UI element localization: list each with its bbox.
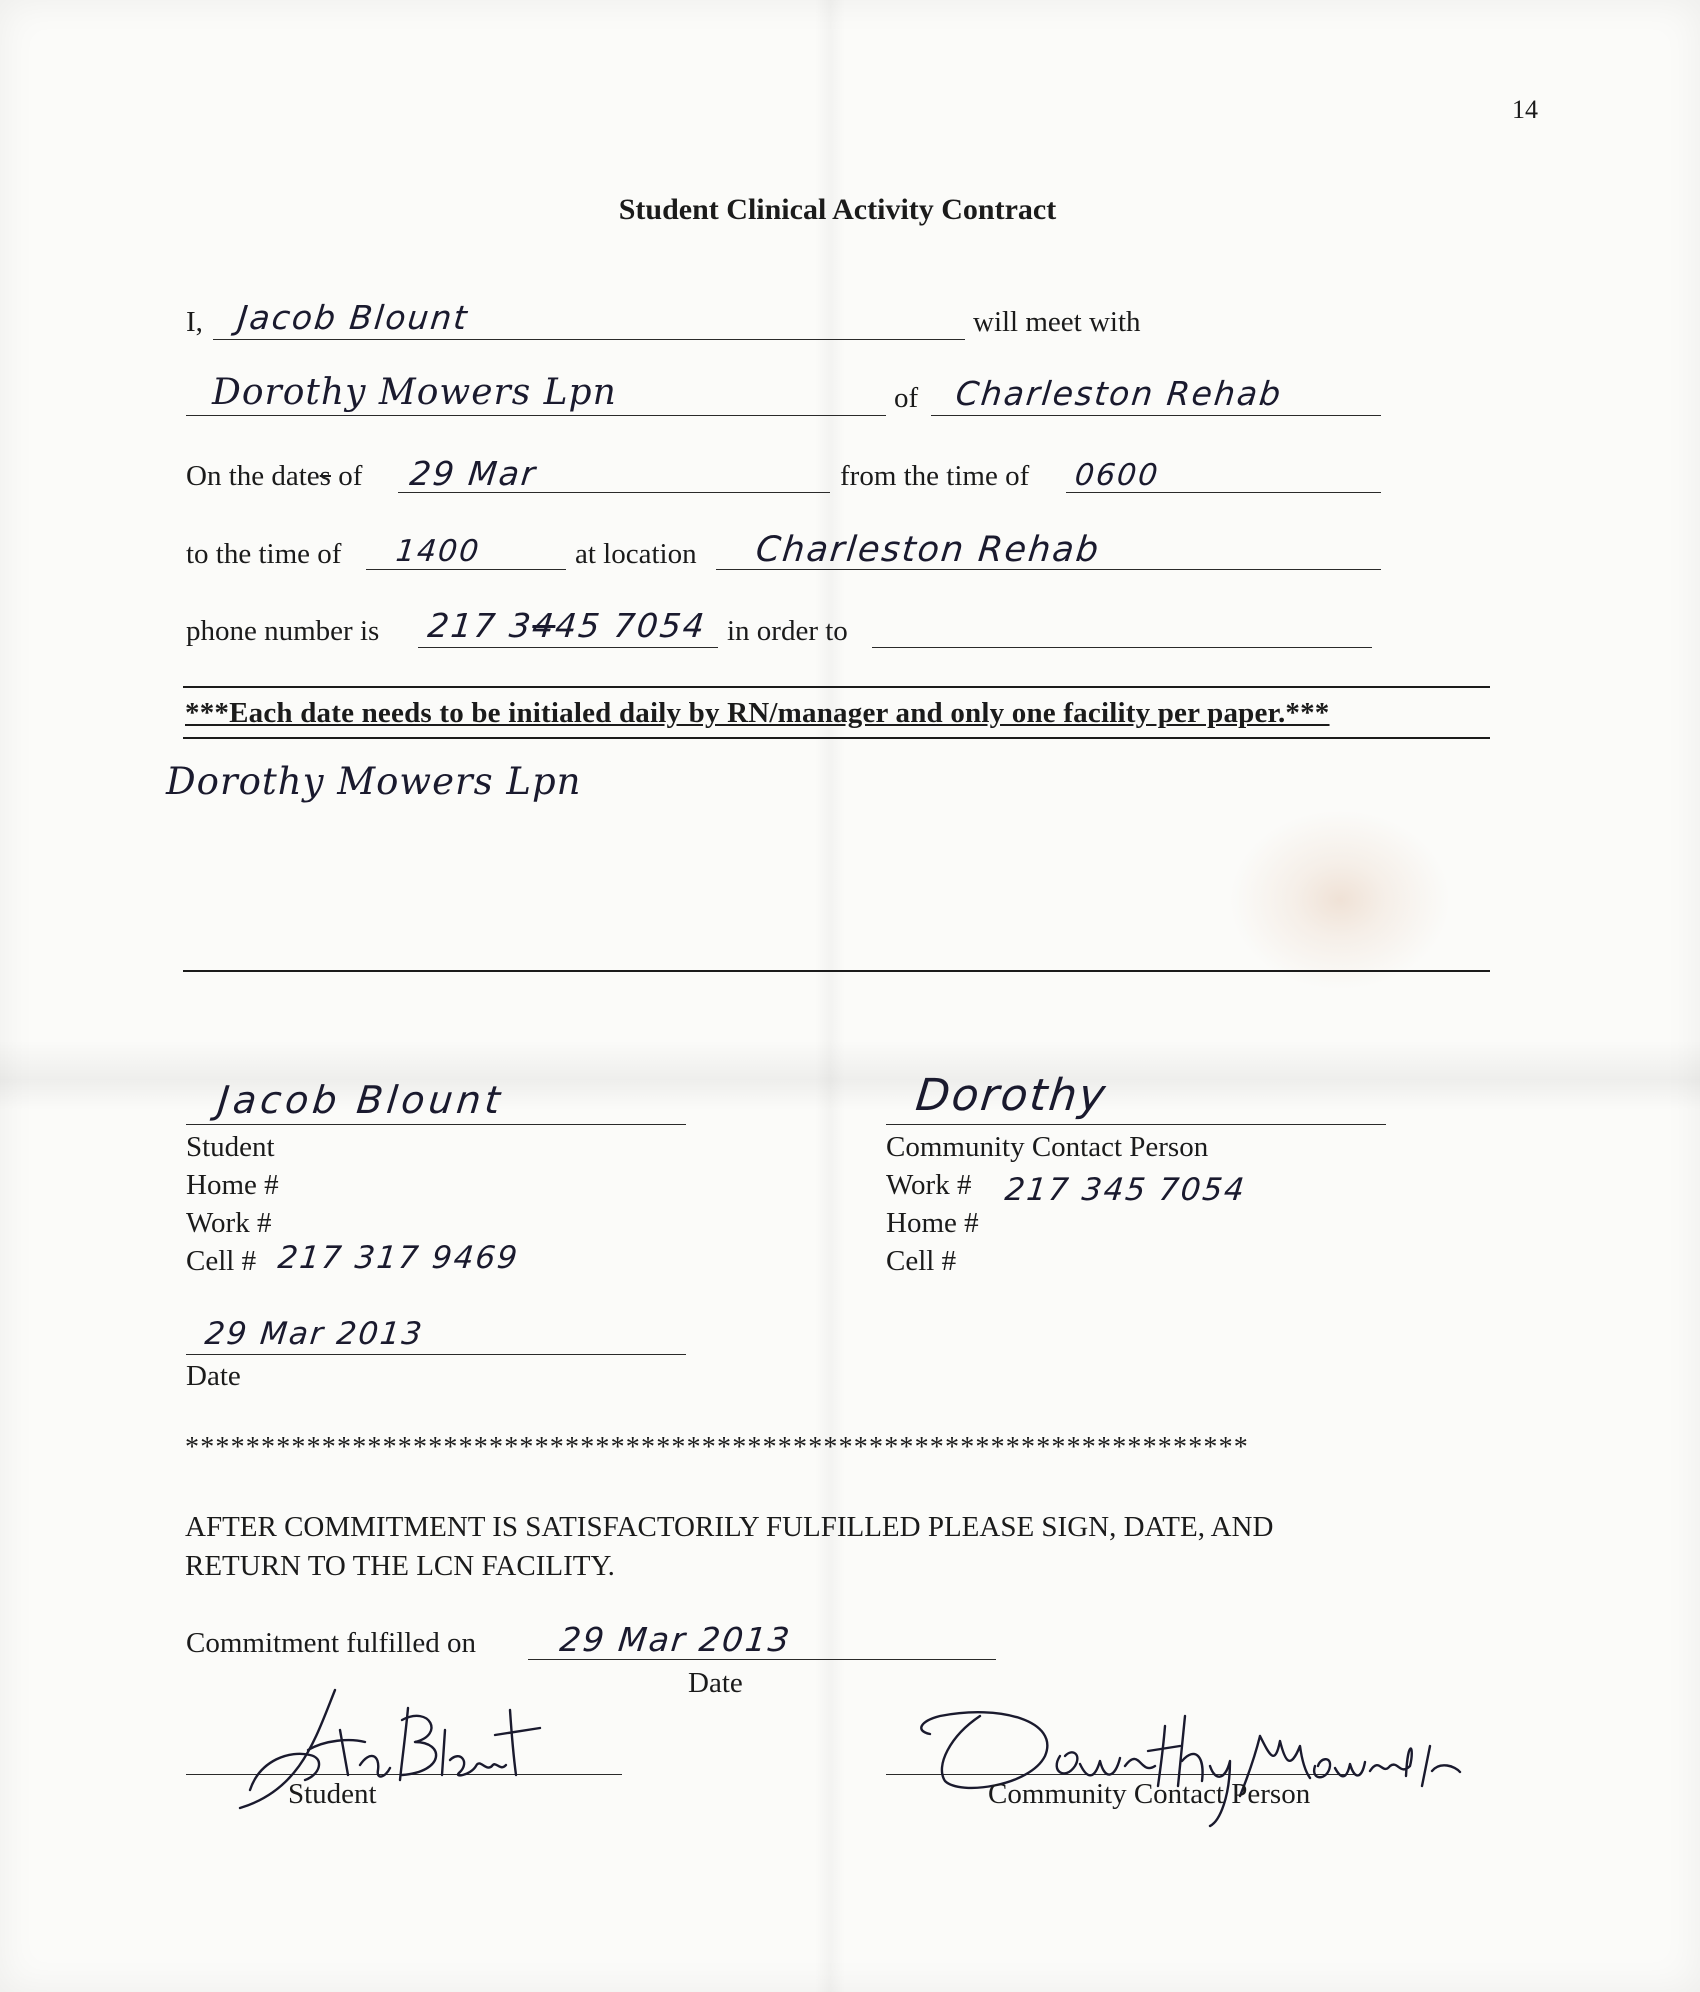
in-order-to-label: in order to bbox=[727, 615, 848, 647]
end-time-entry[interactable]: 1400 bbox=[394, 534, 483, 569]
fulfilled-label: Commitment fulfilled on bbox=[186, 1627, 476, 1659]
student-cell-entry[interactable]: 217 317 9469 bbox=[276, 1240, 521, 1276]
notice-top-rule bbox=[183, 686, 1490, 688]
return-instructions-line-1: AFTER COMMITMENT IS SATISFACTORILY FULFILLED PLEASE SIGN, DATE, AND bbox=[185, 1511, 1274, 1543]
contact-cell-label: Cell # bbox=[886, 1245, 957, 1277]
initials-area-bottom-rule bbox=[183, 970, 1490, 972]
student-block-name-entry[interactable]: Jacob Blount bbox=[215, 1078, 507, 1122]
student-signature-mark bbox=[230, 1680, 560, 1820]
student-signature[interactable] bbox=[230, 1680, 560, 1820]
return-instructions-line-2: RETURN TO THE LCN FACILITY. bbox=[185, 1550, 615, 1582]
contact-home-label: Home # bbox=[886, 1207, 979, 1239]
to-time-label: to the time of bbox=[186, 538, 342, 570]
contact-signature-label: Community Contact Person bbox=[988, 1778, 1311, 1810]
page-title: Student Clinical Activity Contract bbox=[618, 193, 1057, 226]
contact-block-label: Community Contact Person bbox=[886, 1131, 1209, 1163]
contact-work-label: Work # bbox=[886, 1169, 972, 1201]
end-time-line bbox=[366, 569, 566, 570]
star-separator: ********************************************************************** bbox=[185, 1432, 1249, 1463]
phone-label: phone number is bbox=[186, 615, 380, 647]
student-home-label: Home # bbox=[186, 1169, 279, 1201]
location-entry[interactable]: Charleston Rehab bbox=[753, 530, 1103, 570]
student-name-entry[interactable]: Jacob Blount bbox=[235, 298, 471, 337]
initials-entry[interactable]: Dorothy Mowers Lpn bbox=[166, 760, 582, 803]
facility-entry[interactable]: Charleston Rehab bbox=[953, 374, 1285, 413]
student-date-line bbox=[186, 1354, 686, 1355]
i-label: I, bbox=[186, 306, 203, 338]
student-date-label: Date bbox=[186, 1360, 241, 1392]
location-label: at location bbox=[575, 538, 697, 570]
contact-name-line bbox=[186, 415, 886, 416]
fulfilled-date-line bbox=[528, 1659, 996, 1660]
date-label: On the dates of bbox=[186, 460, 363, 492]
page-number: 14 bbox=[1512, 95, 1538, 124]
student-name-line bbox=[213, 339, 965, 340]
student-date-entry[interactable]: 29 Mar 2013 bbox=[203, 1316, 426, 1352]
student-work-label: Work # bbox=[186, 1207, 272, 1239]
student-signature-label: Student bbox=[288, 1778, 377, 1810]
student-cell-label: Cell # bbox=[186, 1245, 257, 1277]
date-entry[interactable]: 29 Mar bbox=[407, 454, 539, 493]
student-block-name-line bbox=[186, 1124, 686, 1125]
fulfilled-date-label: Date bbox=[688, 1667, 743, 1699]
start-time-entry[interactable]: 0600 bbox=[1073, 458, 1162, 493]
contact-block-name-line bbox=[886, 1124, 1386, 1125]
purpose-line bbox=[872, 647, 1372, 648]
from-time-label: from the time of bbox=[840, 460, 1030, 492]
fulfilled-date-entry[interactable]: 29 Mar 2013 bbox=[557, 1620, 794, 1659]
notice-bottom-rule bbox=[183, 737, 1490, 739]
will-meet-label: will meet with bbox=[973, 306, 1141, 338]
facility-line bbox=[931, 415, 1381, 416]
contact-block-name-entry[interactable]: Dorothy bbox=[913, 1070, 1110, 1121]
struck-letter: s bbox=[319, 460, 331, 492]
contact-work-entry[interactable]: 217 345 7054 bbox=[1003, 1172, 1248, 1208]
phone-entry[interactable]: 217 3445 7054 bbox=[425, 606, 709, 645]
student-block-label: Student bbox=[186, 1131, 275, 1163]
contact-name-entry[interactable]: Dorothy Mowers Lpn bbox=[212, 372, 617, 413]
initial-notice: ***Each date needs to be initialed daily by RN/manager and only one facility per paper.*** bbox=[185, 697, 1330, 729]
phone-line bbox=[418, 647, 718, 648]
of-label: of bbox=[894, 382, 919, 414]
